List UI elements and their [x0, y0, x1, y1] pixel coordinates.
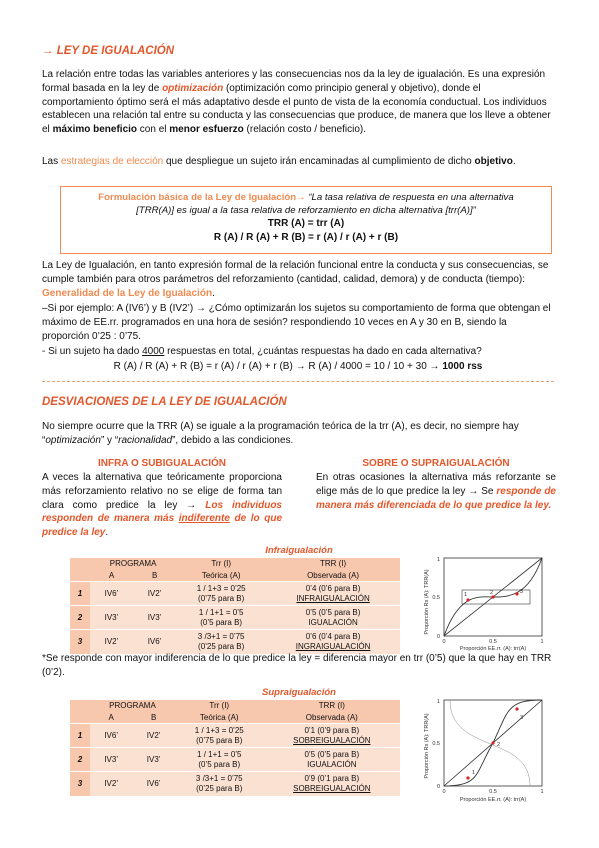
paragraph-estrategias [42, 155, 554, 169]
data-point-1 [466, 776, 469, 779]
supra-emphasis: responde de manera más diferenciada de lo que predice la ley. [316, 485, 556, 511]
graph-infraigualacion [420, 552, 555, 652]
formula-quote: “La tasa relativa de respuesta en una alternativa [308, 192, 514, 203]
point-label-1: 1 [464, 592, 468, 598]
text: R (A) / R (A) + R (B) = r (A) / r (A) + r (B) → R (A) / 4000 = 10 / 10 + 30 → [113, 361, 443, 372]
text: 0’5 (0’5 para B) [304, 750, 360, 760]
row-number: 2 [70, 748, 90, 772]
text: 0’6 (0’4 para B) [305, 632, 361, 642]
header-observada: Observada (A) [266, 570, 400, 582]
divider [42, 381, 554, 382]
row-number: 3 [70, 630, 90, 654]
cell-programa-a: IV6’ [90, 724, 132, 748]
graph-ylabel: Proporción Rs (A): TRR(A) [424, 569, 430, 635]
header-teorica: Teórica (A) [175, 712, 264, 724]
cell-programa-a: IV2’ [90, 772, 132, 796]
cell-programa-b: IV3’ [132, 748, 174, 772]
text: 1 / 1+1 = 0’5 [198, 608, 244, 618]
row-number: 2 [70, 606, 90, 630]
formula-quote: [TRR(A)] es igual a la tasa relativa de reforzamiento en dicha alternativa [trr(A)]” [136, 205, 476, 217]
text: que despliegue un sujeto irán encaminadas al cumplimiento de dicho [163, 156, 475, 167]
cell-observada [264, 772, 400, 796]
point-label-1: 1 [472, 770, 476, 776]
paragraph-desviaciones [42, 420, 554, 448]
text: Las [42, 156, 61, 167]
row-number: 1 [70, 582, 90, 606]
header-TRR: TRR (I) [266, 558, 400, 570]
paragraph-optimizacion [42, 68, 554, 137]
point-label-2: 2 [490, 590, 494, 596]
formula-equation-1: TRR (A) = trr (A) [267, 218, 345, 230]
x-tick: 0 [442, 639, 446, 645]
text: En otras ocasiones la alternativa más reforzante se elige más de lo que predice la ley → Se [316, 472, 556, 497]
paragraph-ejemplo: –Si por ejemplo: A (IV6’) y B (IV2’) → ¿Cómo optimizarán los sujetos su comportamiento de forma que obtengan el máximo de EE.rr. programados en una hora de sesión? respondiendo 10 veces en A y 30 en B, siendo la proporción 0’25 : 0’75. [42, 303, 551, 342]
text: La Ley de Igualación, en tanto expresión formal de la relación funcional entre la conducta y sus consecuencias, se cumple también para otros parámetros del reforzamiento (cantidad, calidad, demora) y de conducta (tiempo): [42, 260, 549, 285]
paragraph-pregunta [42, 345, 554, 359]
cell-observada [266, 582, 400, 606]
cell-programa-b: IV2’ [132, 724, 174, 748]
cell-teorica [176, 630, 266, 654]
section-title-desviaciones: DESVIACIONES DE LA LEY DE IGUALACIÓN [42, 396, 287, 408]
term-optimizacion: optimización [162, 82, 224, 94]
header-trr: Trr (I) [176, 558, 266, 570]
text: (0’75 para B) [196, 735, 243, 745]
table-infra-title: Infraigualación [265, 545, 333, 556]
cell-observada [264, 748, 400, 772]
cell-programa-a: IV6’ [90, 582, 133, 606]
cell-programa-b: IV6’ [133, 630, 176, 654]
text: IGUALACIÓN [307, 759, 357, 769]
text: SOBREIGUALACIÓN [293, 783, 371, 793]
infra-description [42, 471, 282, 540]
paragraph-nota: *Se responde con mayor indiferencia de lo que predice la ley = diferencia mayor en trr (0’5) que la que hay en TRR (0’2). [42, 653, 552, 678]
infra-title: INFRA O SUBIGUALACIÓN [98, 458, 226, 469]
text: INGRAIGUALACIÓN [295, 641, 371, 651]
cell-programa-a: IV3’ [90, 748, 132, 772]
data-point-2 [491, 741, 494, 744]
table-header [70, 700, 400, 712]
paragraph-solucion [42, 360, 554, 374]
formula-equation-2: R (A) / R (A) + R (B) = r (A) / r (A) + r (B) [213, 232, 399, 244]
term-maximo-beneficio: máximo beneficio [52, 124, 138, 136]
x-tick: 1 [540, 639, 544, 645]
text: IGUALACIÓN [308, 617, 358, 627]
result-value: 1000 rss [442, 361, 483, 372]
text: No siempre ocurre que la TRR (A) se iguale a la programación teórica de la trr (A), es decir, no siempre hay “ [42, 421, 519, 446]
table-header [70, 558, 400, 570]
infra-emphasis-underlined: indiferente [178, 513, 230, 525]
text: 0’5 (0’5 para B) [305, 608, 361, 618]
text: 0’4 (0’6 para B) [305, 584, 361, 594]
graph-xlabel: Proporción EE.rr. (A): trr(A) [459, 646, 527, 652]
text: 1 / 1+3 = 0’25 [194, 726, 244, 736]
supra-title: SOBRE O SUPRAIGUALACIÓN [362, 458, 510, 469]
y-tick: 1 [436, 699, 440, 705]
graph-ylabel: Proporción Rs (A): TRR(A) [424, 713, 430, 779]
formula-box [60, 186, 552, 254]
term-generalidad: Generalidad de la Ley de Igualación [42, 287, 213, 299]
text: 0’9 (0’1 para B) [304, 774, 360, 784]
text: La relación entre todas las variables anteriores y las consecuencias nos da la ley de igualación. Es una expresión formal basada en la ley de [42, 69, 546, 94]
table-header [70, 712, 400, 724]
cell-teorica [175, 748, 264, 772]
cell-programa-b: IV2’ [133, 582, 176, 606]
table-row [70, 772, 400, 796]
text: (0’5 para B) [198, 759, 241, 769]
header-programa: PROGRAMA [90, 558, 176, 570]
cell-observada [266, 606, 400, 630]
supra-description [316, 471, 556, 512]
graph-supraigualacion [420, 694, 555, 806]
graph-xlabel: Proporción EE.rr. (A): trr(A) [459, 797, 527, 803]
y-tick: 0.5 [432, 595, 440, 601]
cell-programa-b: IV6’ [132, 772, 174, 796]
text: (relación costo / beneficio). [243, 124, 367, 136]
x-tick: 0.5 [489, 639, 497, 645]
section-title-ley-igualacion: → LEY DE IGUALACIÓN [42, 45, 175, 57]
text: 3 /3+1 = 0’75 [197, 632, 245, 642]
header-empty [70, 558, 90, 582]
row-number: 1 [70, 724, 90, 748]
cell-programa-a: IV2’ [90, 630, 133, 654]
y-tick: 1 [436, 557, 440, 563]
text: (0’25 para B) [196, 783, 243, 793]
header-teorica: Teórica (A) [176, 570, 266, 582]
text: (0’25 para B) [198, 641, 245, 651]
cell-teorica [176, 606, 266, 630]
table-supraigualacion [70, 700, 400, 796]
text: . [105, 527, 109, 539]
term: optimización [45, 434, 101, 446]
term-estrategias-eleccion: estrategias de elección [60, 156, 164, 167]
table-row [70, 582, 400, 606]
paragraph-generalidad [42, 259, 554, 300]
table-header [70, 570, 400, 582]
term: racionalidad [118, 434, 173, 446]
header-b: B [133, 570, 176, 582]
x-tick: 0 [442, 789, 446, 795]
header-b: B [132, 712, 174, 724]
term-objetivo: objetivo [474, 156, 513, 167]
x-tick: 0.5 [489, 789, 497, 795]
point-label-3: 3 [520, 589, 524, 595]
formula-label: Formulación básica de la Ley de Igualación→ [98, 192, 309, 203]
value-4000: 4000 [142, 346, 165, 357]
infra-emphasis: de lo que predice la ley [42, 513, 283, 539]
table-row [70, 630, 400, 654]
table-row [70, 724, 400, 748]
x-tick: 1 [540, 789, 544, 795]
data-point-1 [466, 598, 469, 601]
text: ”, debido a las condiciones. [172, 434, 294, 446]
table-supra-title: Supraigualación [262, 687, 336, 698]
data-point-3 [515, 707, 518, 710]
header-a: A [90, 570, 133, 582]
infra-emphasis: Los individuos responden de manera más [42, 499, 282, 525]
table-row [70, 748, 400, 772]
term-menor-esfuerzo: menor esfuerzo [169, 124, 244, 136]
text: ” y “ [100, 434, 119, 446]
text: 0’1 (0’9 para B) [304, 726, 360, 736]
text: 1 / 1+3 = 0’25 [196, 584, 246, 594]
text: . [212, 287, 215, 299]
y-tick: 0 [436, 784, 440, 790]
text: con el [137, 124, 170, 136]
cell-teorica [175, 724, 264, 748]
text: SOBREIGUALACIÓN [293, 735, 371, 745]
header-observada: Observada (A) [264, 712, 400, 724]
guide-curve [450, 700, 530, 786]
text: 1 / 1+1 = 0’5 [197, 750, 242, 760]
text: (0’75 para B) [198, 593, 245, 603]
text: A veces la alternativa que teóricamente proporciona más reforzamiento relativo no se elige de forma tan clara como predice la ley → [42, 472, 282, 511]
text: INFRAIGUALACIÓN [296, 593, 370, 603]
cell-observada [264, 724, 400, 748]
data-point-3 [515, 592, 518, 595]
header-a: A [90, 712, 132, 724]
text: (optimización como principio general y objetivo), donde el comportamiento óptimo será el más adaptativo desde el punto de vista de la economía conductual. Los individuos establecen una relación tal entre su conducta y las consecuencias que produce, de manera que los lleve a obtener el [42, 82, 551, 136]
cell-observada [266, 630, 400, 654]
row-number: 3 [70, 772, 90, 796]
header-programa: PROGRAMA [90, 700, 175, 712]
y-tick: 0.5 [432, 741, 440, 747]
text: respuestas en total, ¿cuántas respuestas ha dado en cada alternativa? [164, 346, 482, 357]
text: (0’5 para B) [200, 617, 243, 627]
table-row [70, 606, 400, 630]
cell-teorica [176, 582, 266, 606]
text: - Si un sujeto ha dado [42, 346, 143, 357]
text: . [512, 156, 516, 167]
header-trr: Trr (I) [175, 700, 264, 712]
point-label-3: 3 [520, 715, 524, 721]
table-infraigualacion [70, 558, 400, 654]
header-empty [70, 700, 90, 724]
point-label-2: 2 [497, 742, 501, 748]
cell-teorica [175, 772, 264, 796]
cell-programa-b: IV3’ [133, 606, 176, 630]
text: 3 /3+1 = 0’75 [195, 774, 243, 784]
cell-programa-a: IV3’ [90, 606, 133, 630]
y-tick: 0 [436, 634, 440, 640]
header-TRR: TRR (I) [264, 700, 400, 712]
